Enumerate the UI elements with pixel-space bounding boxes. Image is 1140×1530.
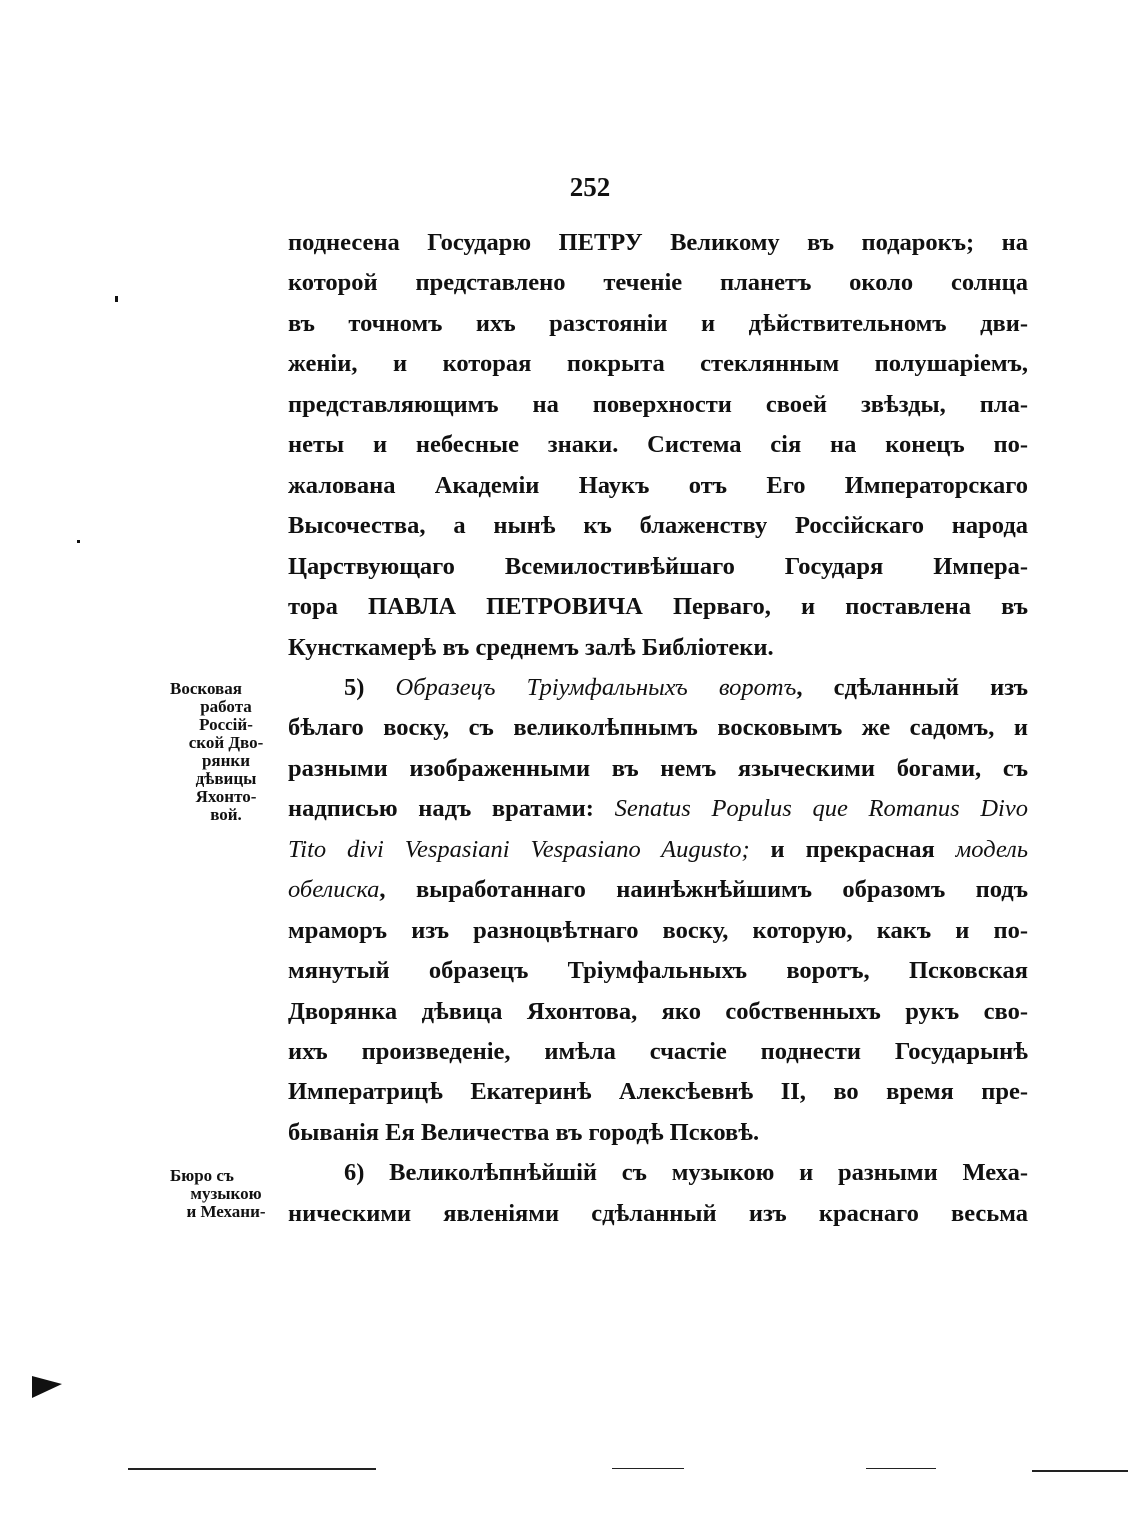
text-line (288, 223, 1028, 263)
text-segment: Высочества, а нынѣ къ блаженству Россійскаго народа (288, 512, 1028, 540)
text-segment: , выработаннаго наинѣжнѣйшимъ образомъ подъ (379, 876, 1028, 904)
text-segment: Царствующаго Всемилостивѣйшаго Государя Импера- (288, 552, 1028, 580)
text-segment: женіи, и которая покрыта стеклянным полушаріемъ, (288, 350, 1028, 378)
text-line (288, 1032, 1028, 1072)
text-segment: 6) Великолѣпнѣйшій съ музыкою и разными Меха- (344, 1159, 1028, 1187)
text-line (288, 708, 1028, 748)
text-line (288, 951, 1028, 991)
text-line (288, 789, 1028, 829)
text-line (288, 668, 1028, 708)
text-segment: жалована Академіи Наукъ отъ Его Императорскаго (288, 471, 1028, 499)
text-segment: и прекрасная (749, 835, 956, 863)
text-line (288, 506, 1028, 546)
margin-note-line: работа (200, 697, 252, 716)
page-pointer-mark (32, 1376, 62, 1398)
text-segment: надписью надъ вратами: (288, 795, 615, 823)
text-segment: тора ПАВЛА ПЕТРОВИЧА Перваго, и поставлена въ (288, 593, 1028, 621)
text-line (288, 587, 1028, 627)
margin-note-line: ской Дво- (188, 733, 264, 752)
text-segment: Образецъ Тріумфальныхъ воротъ (395, 673, 797, 701)
text-line (288, 1153, 1028, 1193)
scan-speck (77, 540, 80, 543)
text-segment: разными изображенными въ немъ языческими богами, съ (288, 754, 1028, 782)
text-line (288, 466, 1028, 506)
text-line (288, 1194, 1028, 1234)
text-segment: бѣлаго воску, съ великолѣпнымъ восковымъ же садомъ, и (288, 714, 1028, 742)
text-segment: Дворянка дѣвица Яхонтова, яко собственныхъ рукъ сво- (288, 997, 1028, 1025)
scan-speck (115, 296, 118, 302)
margin-note-line: Бюро съ (170, 1166, 234, 1185)
text-line (288, 1113, 1028, 1153)
text-segment: быванія Ея Величества въ городѣ Псковѣ. (288, 1118, 760, 1146)
text-segment: ническими явленіями сдѣланный изъ краснаго весьма (288, 1199, 1028, 1227)
margin-note-line: музыкою (190, 1184, 262, 1203)
scan-edge-rule (1032, 1470, 1128, 1472)
scan-edge-rule (612, 1468, 684, 1469)
text-line (288, 425, 1028, 465)
margin-note-line: вой. (210, 805, 242, 824)
margin-note-line: дѣвицы (195, 769, 257, 788)
text-line (288, 992, 1028, 1032)
text-line (288, 263, 1028, 303)
text-segment: Императрицѣ Екатеринѣ Алексѣевнѣ II, во время пре- (288, 1078, 1028, 1106)
text-line (288, 749, 1028, 789)
text-line (288, 830, 1028, 870)
text-segment: мянутый образецъ Тріумфальныхъ воротъ, Псковская (288, 957, 1028, 985)
margin-note-line: Восковая (170, 679, 242, 698)
text-segment: неты и небесные знаки. Система сія на конецъ по- (288, 431, 1028, 459)
text-line (288, 304, 1028, 344)
scan-edge-rule (128, 1468, 376, 1470)
margin-note-line: Россій- (199, 715, 253, 734)
text-line (288, 870, 1028, 910)
margin-note (170, 1167, 282, 1221)
scan-edge-rule (866, 1468, 936, 1469)
margin-note (170, 680, 282, 824)
text-segment: ихъ произведеніе, имѣла счастіе поднести Государынѣ (288, 1038, 1028, 1065)
text-line (288, 547, 1028, 587)
text-segment: , сдѣланный изъ (796, 673, 1028, 701)
text-segment: которой представлено теченіе планетъ около солнца (288, 269, 1028, 297)
margin-note-line: Яхонто- (195, 787, 257, 806)
text-segment: обелиска (288, 876, 380, 904)
text-segment: Tito divi Vespasiani Vespasiano Augusto; (288, 835, 750, 863)
page-number: 252 (569, 172, 611, 202)
text-line (288, 1072, 1028, 1112)
text-line (288, 628, 1028, 668)
margin-note-line: и Механи- (186, 1202, 266, 1221)
text-line (288, 344, 1028, 384)
text-line (288, 385, 1028, 425)
text-segment: 5) (344, 673, 396, 701)
text-segment: представляющимъ на поверхности своей звѣзды, пла- (288, 390, 1028, 418)
margin-note-line: рянки (201, 751, 251, 770)
text-segment: поднесена Государю ПЕТРУ Великому въ подарокъ; на (288, 229, 1028, 256)
text-segment: въ точномъ ихъ разстояніи и дѣйствительномъ дви- (288, 309, 1028, 337)
text-segment: Кунсткамерѣ въ среднемъ залѣ Библіотеки. (288, 633, 774, 661)
text-segment: Senatus Populus que Romanus Divo (614, 795, 1028, 823)
text-line (288, 911, 1028, 951)
text-segment: модель (955, 835, 1028, 863)
text-segment: мраморъ изъ разноцвѣтнаго воску, которую, какъ и по- (288, 916, 1028, 944)
